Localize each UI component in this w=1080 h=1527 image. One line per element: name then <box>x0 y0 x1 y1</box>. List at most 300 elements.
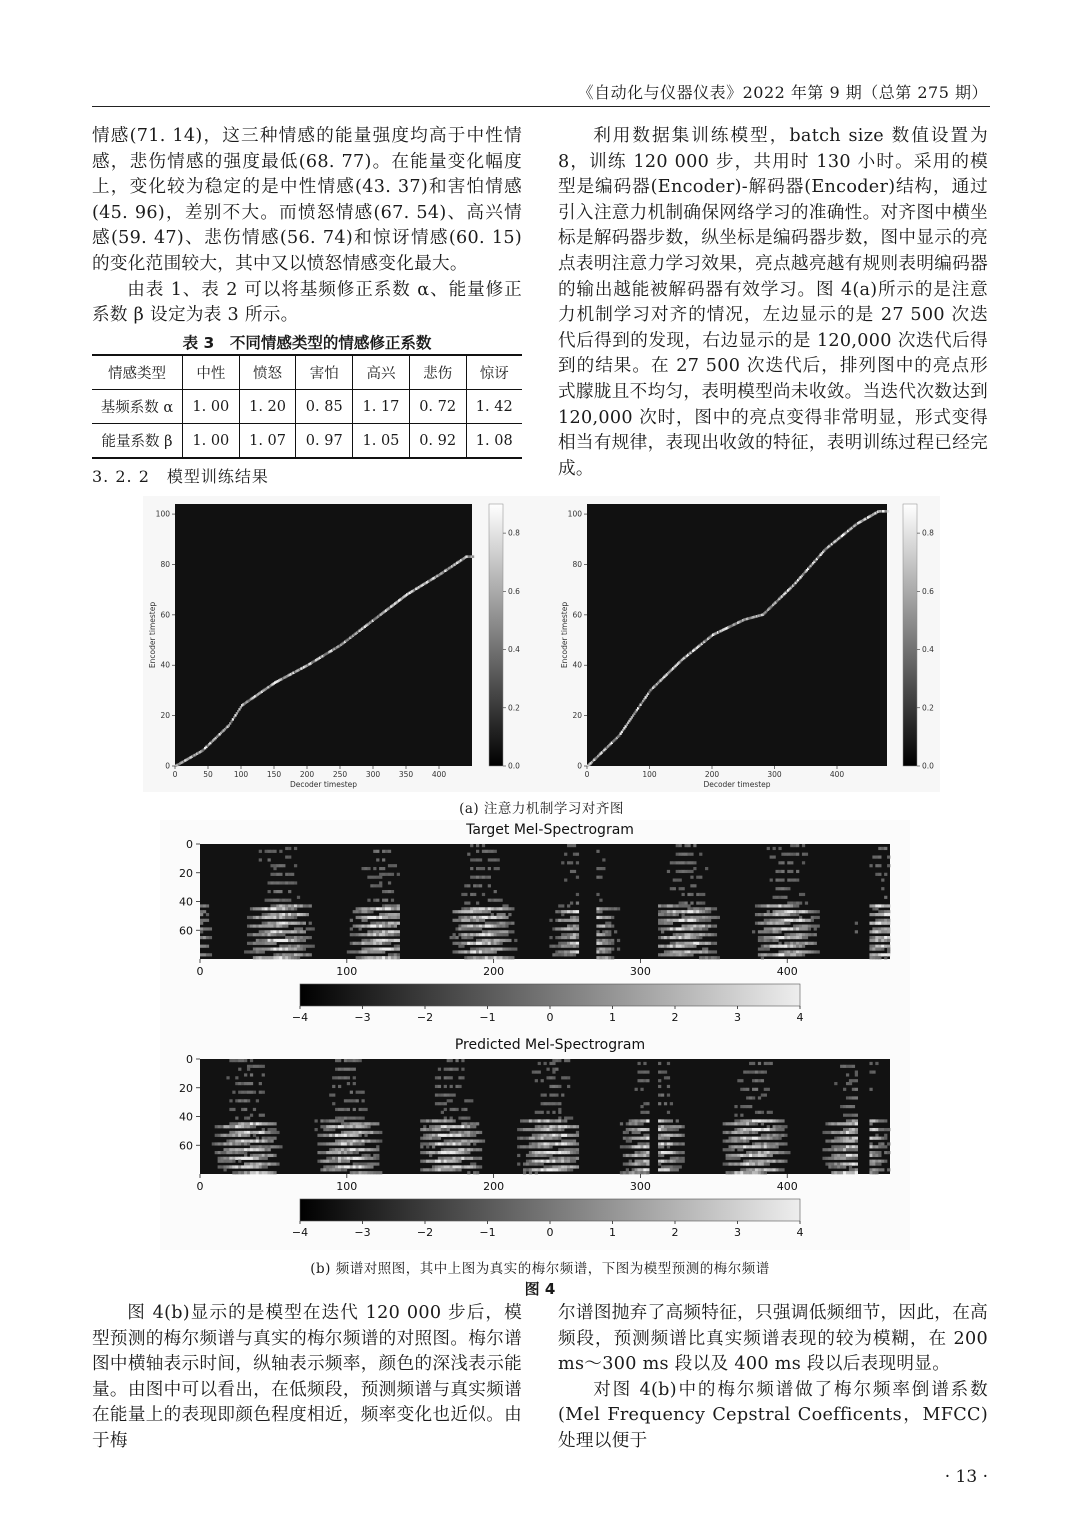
spectrogram-cell <box>253 1125 256 1128</box>
spectrogram-cell <box>438 1128 441 1131</box>
spectrogram-cell <box>761 948 764 951</box>
spectrogram-cell <box>373 956 376 959</box>
spectrogram-cell <box>461 925 464 928</box>
spectrogram-cell <box>790 913 793 916</box>
spectrogram-cell <box>497 907 500 910</box>
spectrogram-cell <box>426 1142 429 1145</box>
spectrogram-cell <box>467 1117 470 1120</box>
spectrogram-cell <box>464 925 467 928</box>
spectrogram-cell <box>226 1148 229 1151</box>
spectrogram-cell <box>811 942 814 945</box>
spectrogram-cell <box>497 925 500 928</box>
spectrogram-cell <box>535 1111 538 1114</box>
spectrogram-cell <box>679 1165 682 1168</box>
spectrogram-cell <box>878 956 881 959</box>
spectrogram-cell <box>494 907 497 910</box>
spectrogram-cell <box>476 876 479 879</box>
table-cell: 1. 00 <box>183 424 240 459</box>
spectrogram-cell <box>317 1151 320 1154</box>
spectrogram-cell <box>394 916 397 919</box>
spectrogram-cell <box>279 864 282 867</box>
spectrogram-cell <box>479 1148 482 1151</box>
spectrogram-cell <box>221 1157 224 1160</box>
spectrogram-cell <box>552 1128 555 1131</box>
spectrogram-cell <box>770 945 773 948</box>
spectrogram-cell <box>232 1131 235 1134</box>
spectrogram-cell <box>546 1102 549 1105</box>
spectrogram-cell <box>241 1134 244 1137</box>
spectrogram-cell <box>332 1142 335 1145</box>
spectrogram-cell <box>626 1145 629 1148</box>
spectrogram-cell <box>573 919 576 922</box>
spectrogram-cell <box>370 922 373 925</box>
spectrogram-cell <box>687 870 690 873</box>
spectrogram-cell <box>270 1171 273 1174</box>
spectrogram-cell <box>693 919 696 922</box>
colorbar <box>903 504 917 766</box>
spectrogram-cell <box>350 1148 353 1151</box>
spectrogram-cell <box>749 1062 752 1065</box>
spectrogram-cell <box>476 850 479 853</box>
spectrogram-cell <box>552 1134 555 1137</box>
spectrogram-cell <box>637 1119 640 1122</box>
spectrogram-cell <box>347 1165 350 1168</box>
spectrogram-cell <box>790 933 793 936</box>
spectrogram-cell <box>605 956 608 959</box>
spectrogram-cell <box>361 1148 364 1151</box>
spectrogram-cell <box>270 881 273 884</box>
spectrogram-cell <box>805 933 808 936</box>
spectrogram-cell <box>350 942 353 945</box>
spectrogram-cell <box>670 1168 673 1171</box>
spectrogram-cell <box>438 1137 441 1140</box>
spectrogram-cell <box>775 927 778 930</box>
spectrogram-cell <box>570 953 573 956</box>
spectrogram-cell <box>482 844 485 847</box>
spectrogram-cell <box>737 1128 740 1131</box>
spectrogram-cell <box>837 1171 840 1174</box>
spectrogram-cell <box>708 950 711 953</box>
spectrogram-cell <box>781 853 784 856</box>
spectrogram-cell <box>461 936 464 939</box>
spectrogram-cell <box>361 1091 364 1094</box>
spectrogram-cell <box>467 902 470 905</box>
spectrogram-cell <box>268 916 271 919</box>
spectrogram-cell <box>373 867 376 870</box>
spectrogram-cell <box>640 1168 643 1171</box>
spectrogram-cell <box>461 919 464 922</box>
spectrogram-cell <box>273 850 276 853</box>
spectrogram-cell <box>259 1145 262 1148</box>
spectrogram-cell <box>450 1160 453 1163</box>
spectrogram-cell <box>872 913 875 916</box>
spectrogram-cell <box>517 1154 520 1157</box>
spectrogram-cell <box>846 1157 849 1160</box>
spectrogram-cell <box>461 1117 464 1120</box>
spectrogram-cell <box>376 956 379 959</box>
spectrogram-cell <box>564 1151 567 1154</box>
spectrogram-cell <box>361 1099 364 1102</box>
spectrogram-cell <box>805 902 808 905</box>
spectrogram-cell <box>441 1125 444 1128</box>
spectrogram-cell <box>664 1151 667 1154</box>
spectrogram-cell <box>344 1148 347 1151</box>
spectrogram-cell <box>526 1163 529 1166</box>
spectrogram-cell <box>564 1160 567 1163</box>
spectrogram-cell <box>667 927 670 930</box>
spectrogram-cell <box>453 1125 456 1128</box>
spectrogram-cell <box>367 899 370 902</box>
spectrogram-cell <box>667 1094 670 1097</box>
spectrogram-cell <box>464 927 467 930</box>
spectrogram-cell <box>291 873 294 876</box>
spectrogram-cell <box>670 953 673 956</box>
spectrogram-cell <box>244 950 247 953</box>
spectrogram-cell <box>814 942 817 945</box>
spectrogram-cell <box>664 1071 667 1074</box>
spectrogram-cell <box>781 870 784 873</box>
spectrogram-cell <box>640 1071 643 1074</box>
spectrogram-cell <box>796 945 799 948</box>
spectrogram-cell <box>200 910 203 913</box>
spectrogram-cell <box>470 876 473 879</box>
spectrogram-cell <box>532 1134 535 1137</box>
colorbar-tick-label: −4 <box>291 1011 309 1024</box>
spectrogram-cell <box>203 945 206 948</box>
spectrogram-cell <box>740 1137 743 1140</box>
spectrogram-cell <box>241 1151 244 1154</box>
spectrogram-cell <box>273 925 276 928</box>
spectrogram-cell <box>438 1085 441 1088</box>
spectrogram-cell <box>485 930 488 933</box>
spectrogram-cell <box>664 927 667 930</box>
spectrogram-cell <box>558 942 561 945</box>
spectrogram-cell <box>690 910 693 913</box>
spectrogram-cell <box>846 1119 849 1122</box>
spectrogram-cell <box>696 925 699 928</box>
spectrogram-cell <box>729 1157 732 1160</box>
spectrogram-cell <box>464 1134 467 1137</box>
spectrogram-cell <box>276 922 279 925</box>
spectrogram-cell <box>567 1059 570 1062</box>
spectrogram-cell <box>693 950 696 953</box>
spectrogram-cell <box>259 950 262 953</box>
x-tick-label: 400 <box>829 770 845 779</box>
spectrogram-cell <box>273 916 276 919</box>
spectrogram-cell <box>259 1091 262 1094</box>
spectrogram-cell <box>670 1160 673 1163</box>
spectrogram-cell <box>673 1168 676 1171</box>
spectrogram-cell <box>529 1163 532 1166</box>
spectrogram-cell <box>793 904 796 907</box>
spectrogram-cell <box>297 913 300 916</box>
spectrogram-cell <box>288 907 291 910</box>
spectrogram-cell <box>464 893 467 896</box>
spectrogram-cell <box>658 1134 661 1137</box>
spectrogram-cell <box>778 904 781 907</box>
spectrogram-cell <box>341 1165 344 1168</box>
spectrogram-cell <box>743 1131 746 1134</box>
spectrogram-cell <box>558 1142 561 1145</box>
spectrogram-cell <box>235 1117 238 1120</box>
spectrogram-cell <box>450 1151 453 1154</box>
spectrogram-cell <box>635 1137 638 1140</box>
spectrogram-cell <box>306 904 309 907</box>
spectrogram-cell <box>382 922 385 925</box>
spectrogram-cell <box>300 930 303 933</box>
spectrogram-cell <box>344 1165 347 1168</box>
spectrogram-cell <box>238 1091 241 1094</box>
spectrogram-cell <box>875 1160 878 1163</box>
spectrogram-cell <box>282 907 285 910</box>
y-tick-label: 60 <box>179 924 193 938</box>
spectrogram-cell <box>282 904 285 907</box>
spectrogram-cell <box>714 907 717 910</box>
spectrogram-cell <box>808 925 811 928</box>
spectrogram-cell <box>279 922 282 925</box>
spectrogram-cell <box>673 942 676 945</box>
spectrogram-cell <box>350 927 353 930</box>
spectrogram-cell <box>596 925 599 928</box>
spectrogram-cell <box>473 1142 476 1145</box>
spectrogram-cell <box>623 1131 626 1134</box>
spectrogram-cell <box>526 1145 529 1148</box>
spectrogram-cell <box>350 1068 353 1071</box>
spectrogram-cell <box>570 861 573 864</box>
spectrogram-cell <box>767 1119 770 1122</box>
spectrogram-cell <box>640 1122 643 1125</box>
spectrogram-cell <box>875 1163 878 1166</box>
spectrogram-cell <box>544 1137 547 1140</box>
spectrogram-cell <box>687 942 690 945</box>
spectrogram-cell <box>361 1117 364 1120</box>
spectrogram-cell <box>635 1151 638 1154</box>
spectrogram-cell <box>529 1145 532 1148</box>
spectrogram-cell <box>740 1131 743 1134</box>
spectrogram-cell <box>270 1122 273 1125</box>
spectrogram-cell <box>767 1145 770 1148</box>
spectrogram-cell <box>770 1145 773 1148</box>
spectrogram-cell <box>373 948 376 951</box>
spectrogram-cell <box>379 956 382 959</box>
spectrogram-cell <box>796 953 799 956</box>
spectrogram-cell <box>502 913 505 916</box>
spectrogram-cell <box>872 936 875 939</box>
spectrogram-cell <box>438 1151 441 1154</box>
spectrogram-cell <box>367 939 370 942</box>
spectrogram-cell <box>629 1137 632 1140</box>
spectrogram-cell <box>376 907 379 910</box>
spectrogram-cell <box>761 1171 764 1174</box>
spectrogram-cell <box>755 1137 758 1140</box>
spectrogram-cell <box>717 916 720 919</box>
spectrogram-cell <box>552 1059 555 1062</box>
spectrogram-cell <box>567 942 570 945</box>
spectrogram-cell <box>658 1154 661 1157</box>
spectrogram-cell <box>270 1154 273 1157</box>
spectrogram-cell <box>852 1088 855 1091</box>
spectrogram-cell <box>620 1171 623 1174</box>
spectrogram-cell <box>661 1134 664 1137</box>
spectrogram-cell <box>276 933 279 936</box>
spectrogram-cell <box>541 1125 544 1128</box>
spectrogram-cell <box>359 925 362 928</box>
spectrogram-cell <box>546 1160 549 1163</box>
spectrogram-cell <box>450 1157 453 1160</box>
spectrogram-cell <box>259 1122 262 1125</box>
spectrogram-cell <box>482 910 485 913</box>
spectrogram-cell <box>262 950 265 953</box>
spectrogram-cell <box>758 1137 761 1140</box>
colorbar-tick-label: 0.6 <box>922 586 934 596</box>
colorbar-tick-label: 0.0 <box>508 761 520 771</box>
spectrogram-cell <box>464 1108 467 1111</box>
spectrogram-cell <box>646 1102 649 1105</box>
spectrogram-cell <box>253 942 256 945</box>
spectrogram-cell <box>273 953 276 956</box>
table-cell: 0. 85 <box>296 390 353 424</box>
spectrogram-cell <box>347 1122 350 1125</box>
spectrogram-cell <box>535 1128 538 1131</box>
spectrogram-cell <box>338 1076 341 1079</box>
spectrogram-cell <box>467 942 470 945</box>
spectrogram-cell <box>232 1108 235 1111</box>
spectrogram-cell <box>361 1171 364 1174</box>
spectrogram-cell <box>338 1151 341 1154</box>
spectrogram-cell <box>787 904 790 907</box>
spectrogram-cell <box>770 1062 773 1065</box>
spectrogram-cell <box>297 922 300 925</box>
spectrogram-cell <box>373 933 376 936</box>
spectrogram-cell <box>382 930 385 933</box>
spectrogram-cell <box>555 1068 558 1071</box>
spectrogram-cell <box>749 1145 752 1148</box>
spectrogram-cell <box>479 876 482 879</box>
spectrogram-cell <box>232 1140 235 1143</box>
spectrogram-cell <box>555 1157 558 1160</box>
colorbar-tick-label: −4 <box>291 1226 309 1239</box>
spectrogram-cell <box>808 942 811 945</box>
spectrogram-cell <box>488 884 491 887</box>
spectrogram-cell <box>461 1157 464 1160</box>
spectrogram-cell <box>755 1151 758 1154</box>
spectrogram-cell <box>270 1131 273 1134</box>
spectrogram-cell <box>796 942 799 945</box>
spectrogram-cell <box>253 1134 256 1137</box>
paragraph: 尔谱图抛弃了高频特征，只强调低频细节，因此，在高频段，预测频谱比真实频谱表现的较为模糊，在 200 ms～300 ms 段以及 400 ms 段以后表现明显。 <box>558 1303 988 1375</box>
spectrogram-cell <box>226 1151 229 1154</box>
spectrogram-cell <box>869 1168 872 1171</box>
spectrogram-cell <box>673 919 676 922</box>
spectrogram-cell <box>473 925 476 928</box>
spectrogram-cell <box>682 887 685 890</box>
spectrogram-cell <box>253 1157 256 1160</box>
spectrogram-cell <box>549 1076 552 1079</box>
colorbar-tick-label: 0.6 <box>508 586 520 596</box>
spectrogram-cell <box>646 1137 649 1140</box>
spectrogram-cell <box>843 1105 846 1108</box>
spectrogram-cell <box>488 907 491 910</box>
spectrogram-cell <box>811 925 814 928</box>
spectrogram-cell <box>273 939 276 942</box>
spectrogram-cell <box>690 953 693 956</box>
spectrogram-cell <box>596 950 599 953</box>
spectrogram-cell <box>482 950 485 953</box>
spectrogram-cell <box>538 1163 541 1166</box>
spectrogram-cell <box>875 945 878 948</box>
spectrogram-cell <box>221 1151 224 1154</box>
spectrogram-cell <box>673 933 676 936</box>
y-tick-label: 40 <box>160 660 170 670</box>
spectrogram-cell <box>488 910 491 913</box>
spectrogram-cell <box>361 948 364 951</box>
spectrogram-cell <box>752 1151 755 1154</box>
spectrogram-cell <box>247 1171 250 1174</box>
spectrogram-cell <box>731 1154 734 1157</box>
spectrogram-cell <box>464 1099 467 1102</box>
spectrogram-cell <box>265 933 268 936</box>
spectrogram-cell <box>878 904 881 907</box>
x-tick-label: 200 <box>483 1180 505 1193</box>
spectrogram-cell <box>881 887 884 890</box>
spectrogram-cell <box>646 1134 649 1137</box>
spectrogram-cell <box>344 1131 347 1134</box>
spectrogram-cell <box>335 1148 338 1151</box>
spectrogram-cell <box>364 907 367 910</box>
spectrogram-cell <box>270 1140 273 1143</box>
colorbar-tick-label: 3 <box>734 1011 741 1024</box>
spectrogram-cell <box>532 1151 535 1154</box>
spectrogram-cell <box>743 1137 746 1140</box>
spectrogram-cell <box>388 907 391 910</box>
spectrogram-cell <box>453 1108 456 1111</box>
spectrogram-cell <box>849 1163 852 1166</box>
spectrogram-cell <box>884 945 887 948</box>
spectrogram-cell <box>435 1168 438 1171</box>
spectrogram-cell <box>687 893 690 896</box>
spectrogram-cell <box>364 1154 367 1157</box>
spectrogram-cell <box>388 939 391 942</box>
colorbar-tick-label: 0.4 <box>508 645 520 655</box>
spectrogram-cell <box>397 953 400 956</box>
spectrogram-cell <box>740 1122 743 1125</box>
spectrogram-cell <box>576 1165 579 1168</box>
spectrogram-cell <box>453 950 456 953</box>
spectrogram-cell <box>875 939 878 942</box>
spectrogram-cell <box>385 890 388 893</box>
spectrogram-cell <box>535 1125 538 1128</box>
spectrogram-cell <box>291 922 294 925</box>
spectrogram-cell <box>218 1125 221 1128</box>
spectrogram-cell <box>778 922 781 925</box>
spectrogram-cell <box>608 907 611 910</box>
spectrogram-cell <box>708 907 711 910</box>
spectrogram-cell <box>737 1122 740 1125</box>
spectrogram-cell <box>778 1168 781 1171</box>
spectrogram-cell <box>711 950 714 953</box>
spectrogram-cell <box>391 864 394 867</box>
spectrogram-cell <box>596 876 599 879</box>
spectrogram-cell <box>667 953 670 956</box>
spectrogram-cell <box>265 1131 268 1134</box>
spectrogram-cell <box>778 896 781 899</box>
spectrogram-cell <box>546 1145 549 1148</box>
spectrogram-cell <box>773 1128 776 1131</box>
spectrogram-cell <box>773 1151 776 1154</box>
spectrogram-cell <box>646 1154 649 1157</box>
spectrogram-cell <box>679 904 682 907</box>
spectrogram-cell <box>552 1085 555 1088</box>
